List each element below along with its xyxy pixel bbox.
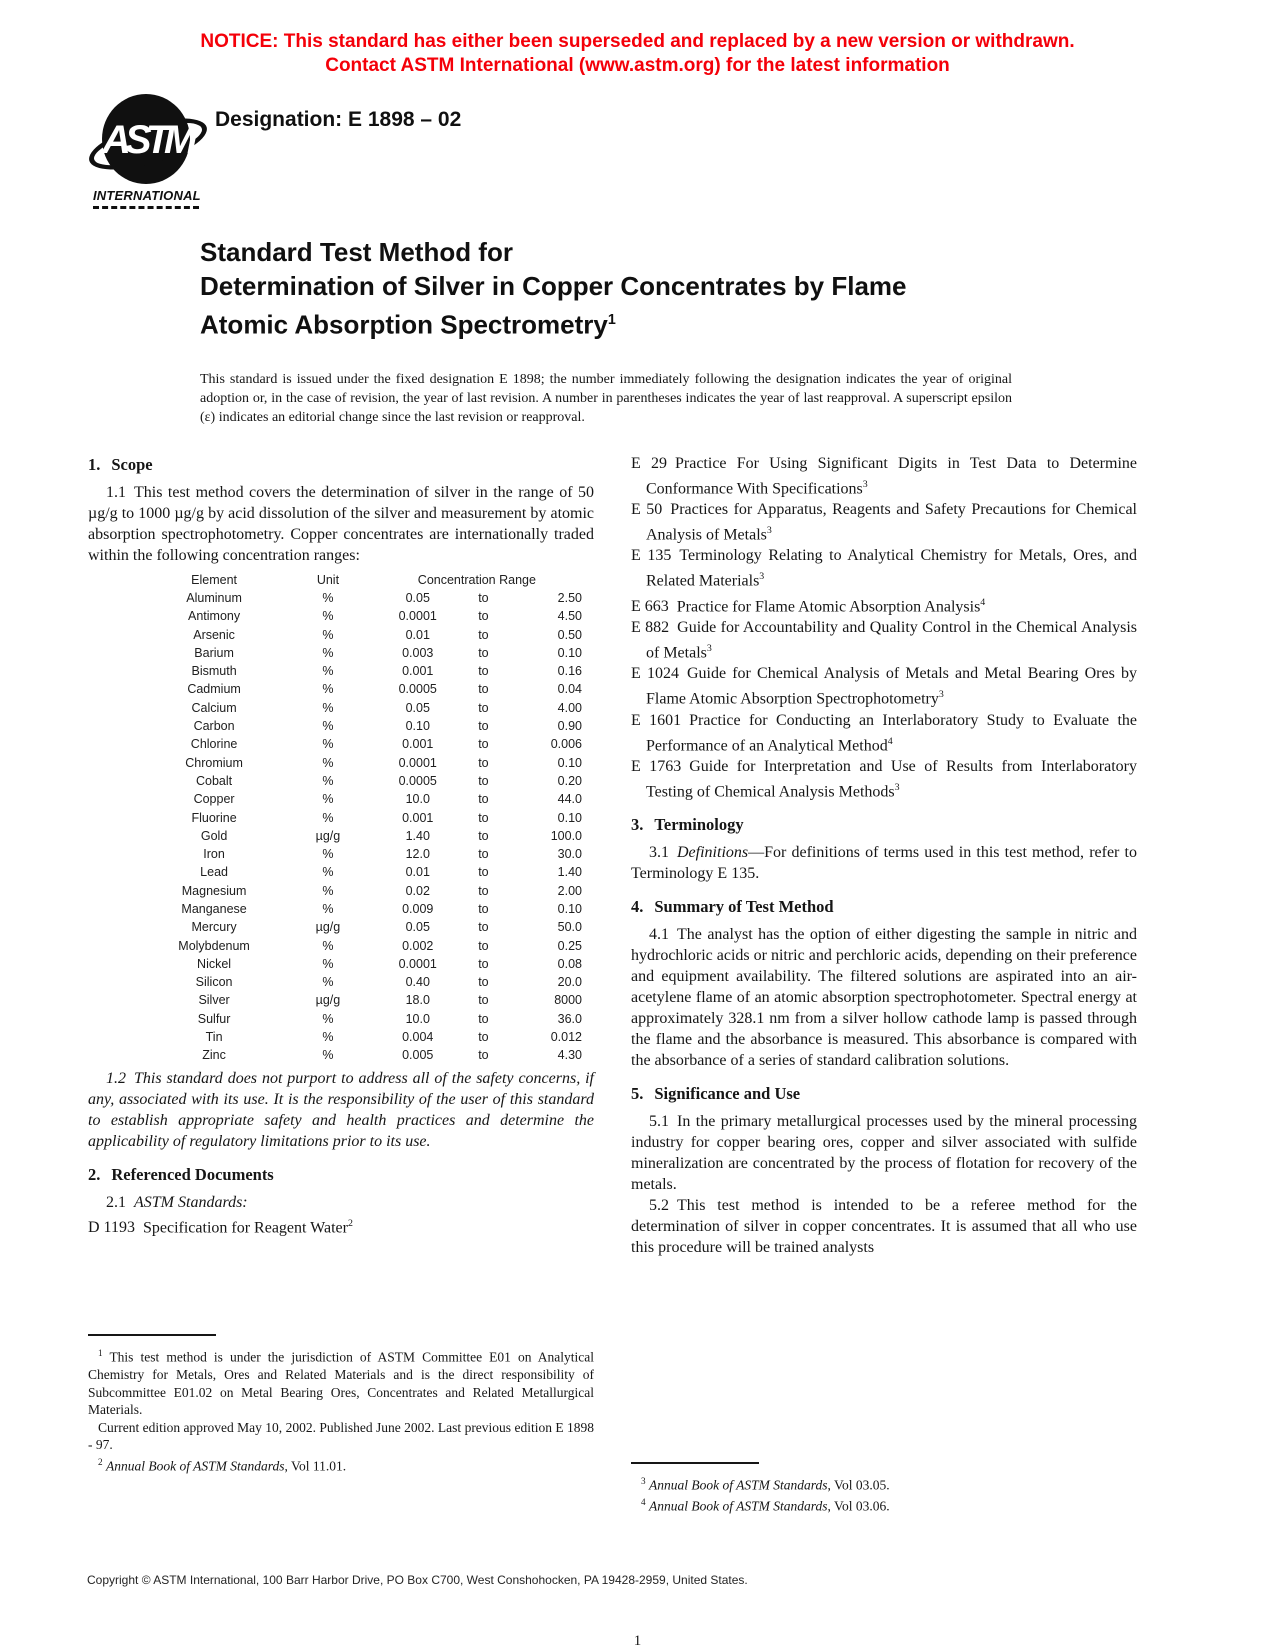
summary-heading: 4. Summary of Test Method bbox=[631, 897, 834, 917]
title-line2: Determination of Silver in Copper Concentrates by Flame bbox=[200, 271, 907, 301]
cell-max: 50.0 bbox=[557, 920, 582, 935]
cell-unit: % bbox=[322, 664, 334, 679]
table-row bbox=[144, 607, 582, 625]
cell-element: Manganese bbox=[181, 902, 247, 916]
reference-code: E 1763 bbox=[631, 757, 682, 775]
table-row bbox=[144, 845, 582, 863]
reference-entry bbox=[631, 617, 1137, 663]
table-row bbox=[144, 790, 582, 808]
cell-to: to bbox=[478, 737, 489, 752]
cell-min: 0.0005 bbox=[398, 773, 437, 788]
cell-to: to bbox=[478, 883, 489, 898]
left-footnotes bbox=[88, 1334, 594, 1475]
cell-min: 0.0001 bbox=[398, 609, 437, 624]
cell-to: to bbox=[478, 1030, 489, 1045]
significance-heading: 5. Significance and Use bbox=[631, 1084, 801, 1104]
cell-element: Chromium bbox=[185, 755, 243, 770]
document-header bbox=[0, 78, 1275, 209]
cell-unit: % bbox=[322, 1011, 334, 1026]
cell-min: 0.0001 bbox=[398, 755, 437, 770]
reference-code: D 1193 bbox=[88, 1219, 135, 1236]
cell-min: 0.005 bbox=[402, 1048, 434, 1063]
cell-unit: % bbox=[322, 627, 334, 642]
reference-entry bbox=[631, 545, 1137, 591]
cell-unit: % bbox=[322, 975, 334, 990]
cell-unit: % bbox=[322, 755, 334, 770]
cell-max: 100.0 bbox=[550, 828, 582, 843]
cell-to: to bbox=[478, 956, 489, 971]
table-row bbox=[144, 937, 582, 955]
cell-element: Chlorine bbox=[190, 737, 238, 752]
cell-min: 18.0 bbox=[405, 993, 430, 1008]
cell-min: 10.0 bbox=[405, 1011, 430, 1026]
cell-min: 0.01 bbox=[405, 865, 430, 880]
cell-element: Mercury bbox=[191, 920, 237, 935]
reference-footnote-ref: 3 bbox=[766, 524, 772, 536]
document-title bbox=[200, 235, 1135, 342]
cell-unit: % bbox=[322, 609, 334, 624]
table-row bbox=[144, 882, 582, 900]
table-row bbox=[144, 809, 582, 827]
summary-paragraph-4-1: 4.1 The analyst has the option of either digesting the sample in nitric and hydrochloric acids or nitric and perchloric acids, depending on their preference and equipment availability. The filtered solutions are aspirated into an air-acetylene flame of an atomic absorption spectrophotometer. Spectral energy at approximately 328.1 nm from a silver hollow cathode lamp is passed through the flame and the absorbance is measured. This absorbance is compared with the absorbance of a series of standard calibration solutions. bbox=[631, 926, 1138, 1070]
cell-element: Cadmium bbox=[187, 682, 241, 697]
col-header-element: Element bbox=[191, 572, 237, 587]
scope-heading: 1. Scope bbox=[88, 454, 153, 474]
cell-element: Copper bbox=[193, 792, 235, 807]
reference-entry bbox=[631, 592, 1137, 617]
cell-to: to bbox=[478, 682, 489, 697]
cell-max: 0.10 bbox=[557, 755, 582, 770]
cell-element: Calcium bbox=[191, 700, 237, 715]
table-row bbox=[144, 699, 582, 717]
table-row bbox=[144, 991, 582, 1009]
cell-element: Barium bbox=[194, 645, 234, 660]
cell-max: 1.40 bbox=[557, 865, 582, 880]
reference-footnote-ref: 3 bbox=[894, 781, 900, 793]
designation: Designation: E 1898 – 02 bbox=[215, 108, 462, 131]
cell-unit: % bbox=[322, 719, 334, 734]
reference-entry bbox=[631, 453, 1137, 499]
cell-max: 20.0 bbox=[557, 975, 582, 990]
reference-footnote-ref: 3 bbox=[759, 571, 765, 583]
reference-code: E 135 bbox=[631, 547, 672, 565]
cell-unit: % bbox=[322, 682, 334, 697]
table-header-row bbox=[144, 571, 582, 589]
cell-unit: µg/g bbox=[315, 828, 341, 843]
table-row bbox=[144, 662, 582, 680]
footnote-4: $^4$ Annual Book of ASTM Standards, Vol 03.06. bbox=[641, 1496, 890, 1514]
cell-min: 0.05 bbox=[405, 590, 430, 605]
cell-element: Sulfur bbox=[197, 1011, 231, 1026]
cell-min: 0.002 bbox=[402, 938, 434, 953]
cell-to: to bbox=[478, 664, 489, 679]
reference-code: E 1601 bbox=[631, 711, 682, 729]
cell-min: 0.40 bbox=[405, 975, 430, 990]
cell-unit: % bbox=[322, 902, 334, 916]
cell-to: to bbox=[478, 627, 489, 642]
right-footnotes bbox=[631, 1462, 1137, 1515]
cell-element: Carbon bbox=[193, 719, 235, 734]
withdrawal-notice bbox=[0, 0, 1275, 78]
cell-to: to bbox=[478, 810, 489, 825]
cell-min: 0.001 bbox=[402, 810, 434, 825]
table-row bbox=[144, 1010, 582, 1028]
cell-unit: % bbox=[322, 956, 334, 971]
cell-to: to bbox=[478, 975, 489, 990]
cell-to: to bbox=[478, 1048, 489, 1063]
cell-max: 0.006 bbox=[550, 737, 582, 752]
cell-unit: % bbox=[322, 645, 334, 660]
table-row bbox=[144, 1028, 582, 1046]
table-row bbox=[144, 735, 582, 753]
cell-max: 0.08 bbox=[557, 956, 582, 971]
cell-element: Silver bbox=[198, 993, 230, 1008]
cell-unit: % bbox=[322, 847, 334, 862]
cell-min: 0.004 bbox=[402, 1030, 434, 1045]
reference-text: Practices for Apparatus, Reagents and Safety Precautions for Chemical Analysis of Metals bbox=[646, 500, 1137, 544]
cell-element: Nickel bbox=[197, 956, 232, 971]
cell-unit: % bbox=[322, 938, 334, 953]
cell-element: Bismuth bbox=[191, 664, 237, 679]
cell-element: Magnesium bbox=[181, 883, 247, 898]
cell-min: 0.10 bbox=[405, 719, 430, 734]
table-row bbox=[144, 589, 582, 607]
cell-max: 4.00 bbox=[557, 700, 582, 715]
cell-max: 0.50 bbox=[557, 627, 582, 642]
cell-unit: % bbox=[322, 737, 334, 752]
cell-to: to bbox=[478, 792, 489, 807]
cell-min: 0.01 bbox=[405, 627, 430, 642]
reference-text: Specification for Reagent Water bbox=[142, 1219, 348, 1236]
reference-entry-d1193 bbox=[88, 1213, 594, 1238]
left-column bbox=[88, 453, 594, 1515]
reference-footnote-ref: 4 bbox=[980, 596, 986, 608]
notice-line2: Contact ASTM International (www.astm.org) for the latest information bbox=[325, 55, 950, 76]
scope-paragraph-1-2: 1.2 This standard does not purport to address all of the safety concerns, if any, associated with its use. It is the responsibility of the user of this standard to establish appropriate safety and health practices and determine the applicability of regulatory limitations prior to its use. bbox=[88, 1069, 594, 1150]
reference-text: Guide for Accountability and Quality Control in the Chemical Analysis of Metals bbox=[646, 618, 1137, 662]
notice-line1: NOTICE: This standard has either been superseded and replaced by a new version or withdrawn. bbox=[200, 31, 1075, 52]
table-row bbox=[144, 1046, 582, 1064]
cell-unit: % bbox=[322, 1048, 334, 1063]
table-row bbox=[144, 918, 582, 936]
cell-element: Gold bbox=[200, 828, 228, 843]
cell-max: 0.012 bbox=[550, 1030, 582, 1045]
reference-code: E 50 bbox=[631, 500, 663, 518]
cell-element: Arsenic bbox=[193, 627, 235, 642]
cell-max: 0.10 bbox=[557, 645, 582, 660]
cell-max: 0.04 bbox=[557, 682, 582, 697]
cell-min: 0.02 bbox=[405, 883, 430, 898]
reference-text: Practice for Conducting an Interlaboratory Study to Evaluate the Performance of an Analytical Method bbox=[646, 711, 1137, 754]
footnote-1-edition: Current edition approved May 10, 2002. Published June 2002. Last previous edition E 1898 - 97. bbox=[88, 1419, 594, 1453]
cell-element: Lead bbox=[200, 865, 228, 880]
reference-text: Guide for Interpretation and Use of Results from Interlaboratory Testing of Chemical Analysis Methods bbox=[646, 757, 1138, 801]
page-number: 1 bbox=[633, 1632, 642, 1649]
table-row bbox=[144, 754, 582, 772]
cell-unit: % bbox=[322, 883, 334, 898]
copyright-line: Copyright © ASTM International, 100 Barr Harbor Drive, PO Box C700, West Conshohocken, PA 19428-2959, United States. bbox=[87, 1572, 748, 1587]
cell-unit: % bbox=[322, 700, 334, 715]
referenced-documents-heading: 2. Referenced Documents bbox=[88, 1164, 274, 1184]
cell-element: Fluorine bbox=[191, 810, 237, 825]
cell-element: Aluminum bbox=[186, 590, 242, 605]
reference-code: E 29 bbox=[631, 454, 667, 472]
table-row bbox=[144, 900, 582, 918]
reference-code: E 1024 bbox=[631, 665, 679, 683]
cell-unit: % bbox=[322, 590, 334, 605]
cell-to: to bbox=[478, 590, 489, 605]
reference-footnote-ref: 3 bbox=[938, 689, 944, 701]
reference-text: Guide for Chemical Analysis of Metals and Metal Bearing Ores by Flame Atomic Absorption Spectrophotometry bbox=[646, 665, 1138, 708]
reference-footnote-ref: 3 bbox=[862, 478, 868, 490]
terminology-paragraph-3-1: 3.1 Definitions—For definitions of terms used in this test method, refer to Terminology E 135. bbox=[631, 844, 1137, 883]
cell-max: 0.25 bbox=[557, 938, 582, 953]
cell-min: 1.40 bbox=[405, 828, 430, 843]
cell-to: to bbox=[478, 719, 489, 734]
cell-max: 0.20 bbox=[557, 773, 582, 788]
concentration-range-table bbox=[144, 571, 582, 1065]
cell-to: to bbox=[478, 609, 489, 624]
cell-min: 0.001 bbox=[402, 664, 434, 679]
cell-to: to bbox=[478, 902, 489, 916]
reference-entry bbox=[631, 710, 1137, 756]
cell-max: 0.16 bbox=[557, 664, 582, 679]
significance-paragraph-5-2: 5.2 This test method is intended to be a referee method for the determination of silver in copper concentrates. It is assumed that all who use this procedure will be trained analysts bbox=[631, 1197, 1137, 1257]
reference-text: Practice For Using Significant Digits in Test Data to Determine Conformance With Specifications bbox=[646, 454, 1138, 497]
cell-max: 2.50 bbox=[557, 590, 582, 605]
cell-min: 0.05 bbox=[405, 700, 430, 715]
table-row bbox=[144, 772, 582, 790]
col-header-unit: Unit bbox=[316, 572, 340, 587]
reference-footnote-ref: 3 bbox=[706, 642, 712, 654]
cell-min: 0.0001 bbox=[398, 956, 437, 971]
reference-entry bbox=[631, 756, 1137, 802]
cell-to: to bbox=[478, 755, 489, 770]
cell-to: to bbox=[478, 865, 489, 880]
cell-max: 36.0 bbox=[557, 1011, 582, 1026]
reference-entry bbox=[631, 663, 1137, 709]
title-line3: Atomic Absorption Spectrometry$^1$ bbox=[200, 309, 616, 340]
reference-footnote-ref: 2 bbox=[347, 1217, 353, 1229]
reference-code: E 882 bbox=[631, 618, 670, 636]
astm-logo-text: ASTM bbox=[102, 118, 192, 162]
cell-unit: % bbox=[322, 810, 334, 825]
cell-to: to bbox=[478, 847, 489, 862]
referenced-paragraph-2-1: 2.1 ASTM Standards: bbox=[106, 1193, 248, 1211]
cell-to: to bbox=[478, 993, 489, 1008]
footnote-1: $^1$ This test method is under the jurisdiction of ASTM Committee E01 on Analytical Chemistry for Metals, Ores and Related Materials and is the direct responsibility of Subcommittee E01.02 on Metal Bearing Ores, Concentrates and Related Metallurgical Materials. bbox=[88, 1348, 595, 1418]
cell-max: 4.30 bbox=[557, 1048, 582, 1063]
cell-element: Tin bbox=[205, 1030, 223, 1045]
reference-entry bbox=[631, 499, 1137, 545]
cell-min: 10.0 bbox=[405, 792, 430, 807]
cell-unit: % bbox=[322, 865, 334, 880]
astm-logo-subtext: INTERNATIONAL bbox=[93, 188, 199, 209]
cell-to: to bbox=[478, 920, 489, 935]
footnote-divider bbox=[88, 1334, 216, 1336]
reference-footnote-ref: 4 bbox=[887, 735, 893, 747]
cell-element: Antimony bbox=[188, 609, 241, 624]
table-row bbox=[144, 955, 582, 973]
significance-paragraph-5-1: 5.1 In the primary metallurgical processes used by the mineral processing industry for copper bearing ores, copper and silver associated with sulfide mineralization are concentrated by the process of flotation for recovery of the metals. bbox=[631, 1113, 1137, 1194]
cell-to: to bbox=[478, 773, 489, 788]
cell-element: Cobalt bbox=[196, 773, 233, 788]
issued-note: This standard is issued under the fixed designation E 1898; the number immediately following the designation indicates the year of original adoption or, in the case of revision, the year of last revision. A number in parentheses indicates the year of last reapproval. A superscript epsilon (ε) indicates an editorial change since the last revision or reapproval. bbox=[200, 371, 1012, 425]
footnote-3: $^3$ Annual Book of ASTM Standards, Vol 03.05. bbox=[641, 1475, 890, 1493]
cell-element: Molybdenum bbox=[178, 938, 250, 953]
reference-text: Terminology Relating to Analytical Chemistry for Metals, Ores, and Related Materials bbox=[646, 547, 1137, 590]
cell-unit: % bbox=[322, 773, 334, 788]
table-row bbox=[144, 863, 582, 881]
table-row bbox=[144, 717, 582, 735]
cell-unit: µg/g bbox=[315, 993, 341, 1008]
cell-max: 30.0 bbox=[557, 847, 582, 862]
cell-element: Zinc bbox=[202, 1048, 226, 1063]
title-line1: Standard Test Method for bbox=[200, 237, 513, 267]
cell-to: to bbox=[478, 645, 489, 660]
astm-logo bbox=[93, 94, 201, 209]
footnote-2: $^2$ Annual Book of ASTM Standards, Vol 11.01. bbox=[98, 1456, 347, 1474]
cell-max: 0.90 bbox=[557, 719, 582, 734]
cell-element: Silicon bbox=[195, 975, 233, 990]
cell-max: 0.10 bbox=[557, 902, 582, 916]
col-header-range: Concentration Range bbox=[417, 572, 536, 587]
cell-to: to bbox=[478, 828, 489, 843]
table-row bbox=[144, 973, 582, 991]
table-row bbox=[144, 827, 582, 845]
table-row bbox=[144, 626, 582, 644]
right-column bbox=[631, 453, 1137, 1515]
cell-min: 0.05 bbox=[405, 920, 430, 935]
scope-paragraph-1-1: 1.1 This test method covers the determination of silver in the range of 50 µg/g to 1000 µg/g by acid dissolution of the silver and measurement by atomic absorption spectrophotometry. Copper concentrates are internationally traded within the following concentration ranges: bbox=[88, 483, 594, 564]
title-footnote-ref: 1 bbox=[607, 312, 616, 328]
cell-max: 44.0 bbox=[557, 792, 582, 807]
body-columns bbox=[88, 453, 1275, 1515]
cell-min: 0.001 bbox=[402, 737, 434, 752]
cell-unit: % bbox=[322, 792, 334, 807]
cell-to: to bbox=[478, 938, 489, 953]
table-row bbox=[144, 644, 582, 662]
cell-min: 0.0005 bbox=[398, 682, 437, 697]
cell-min: 0.003 bbox=[402, 645, 434, 660]
cell-max: 2.00 bbox=[557, 883, 582, 898]
cell-min: 12.0 bbox=[405, 847, 430, 862]
cell-unit: µg/g bbox=[315, 920, 341, 935]
cell-min: 0.009 bbox=[402, 902, 434, 916]
terminology-heading: 3. Terminology bbox=[631, 815, 744, 835]
cell-max: 8000 bbox=[554, 993, 582, 1008]
cell-to: to bbox=[478, 700, 489, 715]
footnote-divider bbox=[631, 1462, 759, 1464]
astm-globe-icon bbox=[93, 94, 197, 188]
cell-unit: % bbox=[322, 1030, 334, 1045]
reference-text: Practice for Flame Atomic Absorption Analysis bbox=[676, 597, 981, 615]
table-row bbox=[144, 680, 582, 698]
cell-to: to bbox=[478, 1011, 489, 1026]
reference-code: E 663 bbox=[631, 597, 669, 615]
cell-max: 0.10 bbox=[557, 810, 582, 825]
cell-element: Iron bbox=[203, 847, 225, 862]
cell-max: 4.50 bbox=[557, 609, 582, 624]
